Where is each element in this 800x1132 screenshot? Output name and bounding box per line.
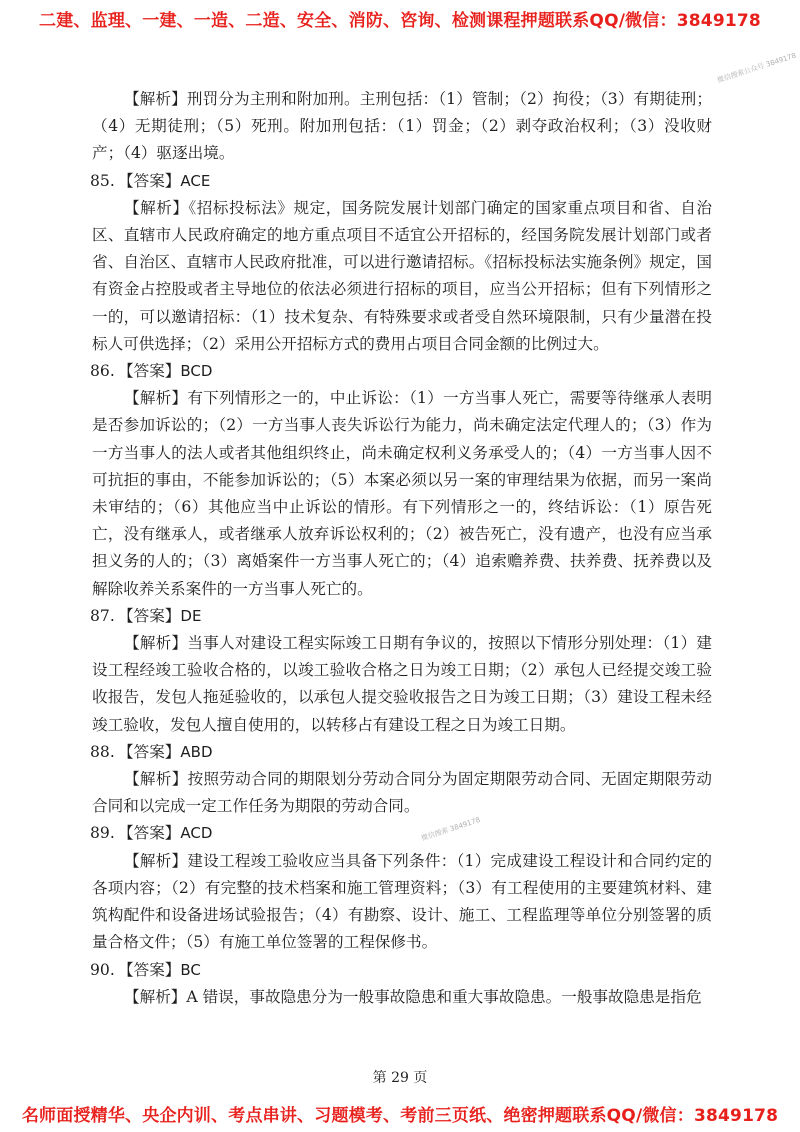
answer-line-86 (92, 358, 712, 385)
answer-label: 【答案】 (118, 742, 181, 761)
answer-code: BC (180, 960, 201, 979)
watermark-top-right: 微信搜索公众号 3849178 (716, 51, 798, 85)
answer-label: 【答案】 (118, 960, 181, 979)
answer-code: BCD (180, 362, 213, 381)
question-number: 87. (90, 606, 115, 625)
header-banner: 二建、监理、一建、一造、二造、安全、消防、咨询、检测课程押题联系QQ/微信：3849178 (39, 11, 761, 31)
answer-label: 【答案】 (118, 362, 181, 381)
answer-line-85 (92, 168, 712, 195)
answer-code: DE (180, 606, 202, 625)
answer-line-89 (92, 820, 712, 847)
analysis-84: 【解析】刑罚分为主刑和附加刑。主刑包括：（1）管制；（2）拘役；（3）有期徒刑；（4）无期徒刑；（5）死刑。附加刑包括：（1）罚金；（2）剥夺政治权利；（3）没收财产；（4）驱逐出境。 (92, 90, 712, 163)
question-number: 86. (90, 362, 115, 381)
answer-code: ABD (180, 742, 213, 761)
analysis-85: 【解析】《招标投标法》规定，国务院发展计划部门确定的国家重点项目和省、自治区、直辖市人民政府确定的地方重点项目不适宜公开招标的，经国务院发展计划部门或者省、自治区、直辖市人民政府批准，可以进行邀请招标。《招标投标法实施条例》规定，国有资金占控股或者主导地位的依法必须进行招标的项目，应当公开招标；但有下列情形之一的，可以邀请招标：（1）技术复杂、有特殊要求或者受自然环境限制，只有少量潜在投标人可供选择；（2）采用公开招标方式的费用占项目合同金额的比例过大。 (92, 198, 712, 353)
watermark-middle: 微信搜索 3849178 (420, 815, 482, 843)
question-number: 89. (90, 824, 115, 843)
answer-analysis-content (92, 86, 712, 1011)
footer-banner: 名师面授精华、央企内训、考点串讲、习题模考、考前三页纸、绝密押题联系QQ/微信：3849178 (21, 1106, 779, 1126)
answer-code: ACE (180, 171, 211, 190)
answer-line-88 (92, 739, 712, 766)
analysis-90: 【解析】A 错误，事故隐患分为一般事故隐患和重大事故隐患。一般事故隐患是指危 (124, 987, 702, 1006)
answer-label: 【答案】 (118, 171, 181, 190)
analysis-88: 【解析】按照劳动合同的期限划分劳动合同分为固定期限劳动合同、无固定期限劳动合同和以完成一定工作任务为期限的劳动合同。 (92, 770, 712, 816)
analysis-89: 【解析】建设工程竣工验收应当具备下列条件：（1）完成建设工程设计和合同约定的各项内容；（2）有完整的技术档案和施工管理资料；（3）有工程使用的主要建筑材料、建筑构配件和设备进场试验报告；（4）有勘察、设计、施工、工程监理等单位分别签署的质量合格文件；（5）有施工单位签署的工程保修书。 (92, 851, 712, 952)
page-number: 第 29 页 (372, 1070, 428, 1086)
answer-line-90 (92, 957, 712, 984)
analysis-86: 【解析】有下列情形之一的，中止诉讼：（1）一方当事人死亡，需要等待继承人表明是否参加诉讼的；（2）一方当事人丧失诉讼行为能力，尚未确定法定代理人的；（3）作为一方当事人的法人或者其他组织终止，尚未确定权利义务承受人的；（4）一方当事人因不可抗拒的事由，不能参加诉讼的；（5）本案必须以另一案的审理结果为依据，而另一案尚未审结的；（6）其他应当中止诉讼的情形。有下列情形之一的，终结诉讼：（1）原告死亡，没有继承人，或者继承人放弃诉讼权利的；（2）被告死亡，没有遗产，也没有应当承担义务的人的；（3）离婚案件一方当事人死亡的；（4）追索赡养费、扶养费、抚养费以及解除收养关系案件的一方当事人死亡的。 (92, 389, 712, 598)
answer-line-87 (92, 603, 712, 630)
question-number: 88. (90, 742, 115, 761)
question-number: 90. (90, 960, 115, 979)
analysis-87: 【解析】当事人对建设工程实际竣工日期有争议的，按照以下情形分别处理：（1）建设工程经竣工验收合格的，以竣工验收合格之日为竣工日期；（2）承包人已经提交竣工验收报告，发包人拖延验收的，以承包人提交验收报告之日为竣工日期；（3）建设工程未经竣工验收，发包人擅自使用的，以转移占有建设工程之日为竣工日期。 (92, 634, 712, 734)
question-number: 85. (90, 171, 115, 190)
answer-label: 【答案】 (118, 606, 181, 625)
answer-label: 【答案】 (118, 824, 181, 843)
answer-code: ACD (180, 824, 213, 843)
